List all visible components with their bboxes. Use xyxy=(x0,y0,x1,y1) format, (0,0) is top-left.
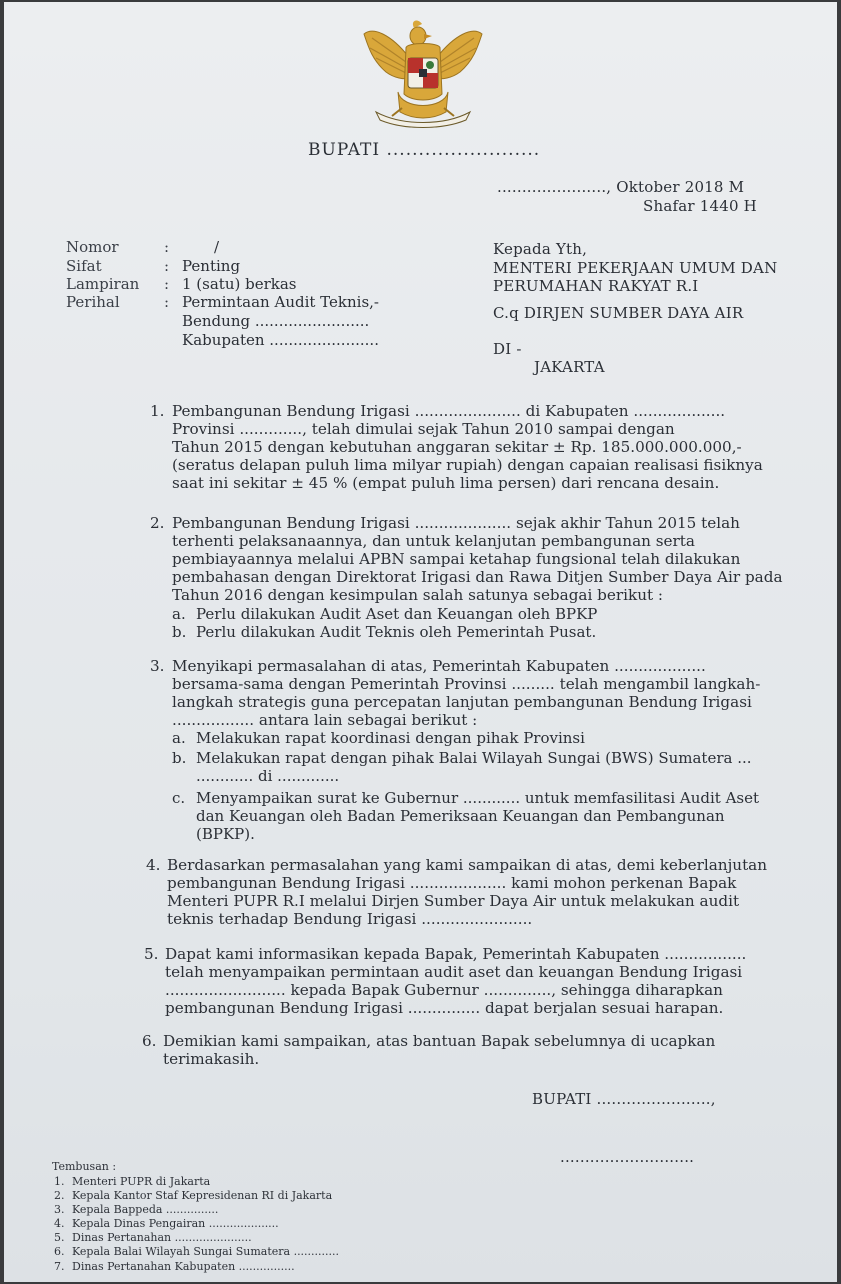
paragraph-line: pembangunan Bendung Irigasi .................... kami mohon perkenan Bapak xyxy=(167,874,737,892)
nomor-value: / xyxy=(214,238,220,256)
recipient-line: MENTERI PEKERJAAN UMUM DAN xyxy=(493,259,778,277)
sifat-value: Penting xyxy=(182,257,241,275)
tembusan-item: Kepala Dinas Pengairan .................... xyxy=(72,1217,279,1230)
perihal-line: Permintaan Audit Teknis,- xyxy=(182,293,379,311)
paragraph-number: 6. xyxy=(142,1032,157,1050)
list-item: Perlu dilakukan Audit Aset dan Keuangan oleh BPKP xyxy=(196,605,598,623)
list-item-continuation: dan Keuangan oleh Badan Pemeriksaan Keuangan dan Pembangunan xyxy=(196,807,725,825)
paragraph-line: pembiayaannya melalui APBN sampai ketahap fungsional telah dilakukan xyxy=(172,550,741,568)
paragraph-number: 1. xyxy=(150,402,165,420)
paragraph-line: Berdasarkan permasalahan yang kami sampaikan di atas, demi keberlanjutan xyxy=(167,856,768,874)
paragraph-line: terimakasih. xyxy=(163,1050,260,1068)
list-letter: a. xyxy=(172,605,186,623)
list-item: Perlu dilakukan Audit Teknis oleh Pemerintah Pusat. xyxy=(196,623,597,641)
paragraph-2 xyxy=(172,514,783,604)
list-letter: b. xyxy=(172,749,187,767)
paragraph-line: Pembangunan Bendung Irigasi .................... sejak akhir Tahun 2015 telah xyxy=(172,514,740,532)
paragraph-line: Demikian kami sampaikan, atas bantuan Bapak sebelumnya di ucapkan xyxy=(163,1032,716,1050)
paragraph-line: bersama-sama dengan Pemerintah Provinsi ......... telah mengambil langkah- xyxy=(172,675,761,693)
paragraph-line: ................. antara lain sebagai berikut : xyxy=(172,711,478,729)
recipient-line: Kepada Yth, xyxy=(493,240,588,258)
list-item-continuation: ............ di ............. xyxy=(196,767,340,785)
lampiran-colon: : xyxy=(164,275,170,293)
list-letter: a. xyxy=(172,729,186,747)
tembusan-item: Kepala Bappeda ............... xyxy=(72,1203,219,1216)
tembusan-item: Kepala Kantor Staf Kepresidenan RI di Jakarta xyxy=(72,1189,333,1202)
paragraph-line: saat ini sekitar ± 45 % (empat puluh lima persen) dari rencana desain. xyxy=(172,474,720,492)
tembusan-number: 4. xyxy=(54,1217,65,1230)
paragraph-line: teknis terhadap Bendung Irigasi ....................... xyxy=(167,910,533,928)
paragraph-line: Tahun 2016 dengan kesimpulan salah satunya sebagai berikut : xyxy=(172,586,664,604)
tembusan-number: 1. xyxy=(54,1175,65,1188)
tembusan-heading: Tembusan : xyxy=(52,1160,117,1173)
paragraph-6 xyxy=(163,1032,715,1068)
list-item: Menyampaikan surat ke Gubernur ............ untuk memfasilitasi Audit Aset xyxy=(196,789,760,807)
paragraph-number: 3. xyxy=(150,657,165,675)
paragraph-line: telah menyampaikan permintaan audit aset dan keuangan Bendung Irigasi xyxy=(165,963,743,981)
paragraph-5 xyxy=(165,945,746,1017)
nomor-colon: : xyxy=(164,238,170,256)
recipient-line: JAKARTA xyxy=(534,358,605,376)
header-title: BUPATI ........................ xyxy=(308,140,541,160)
lampiran-label: Lampiran xyxy=(66,275,140,293)
list-item: Melakukan rapat koordinasi dengan pihak Provinsi xyxy=(196,729,585,747)
perihal-line: Bendung ........................ xyxy=(182,312,370,330)
tembusan-number: 6. xyxy=(54,1245,65,1258)
lampiran-value: 1 (satu) berkas xyxy=(182,275,297,293)
paragraph-line: Provinsi ............., telah dimulai sejak Tahun 2010 sampai dengan xyxy=(172,420,675,438)
letter-page xyxy=(4,2,837,1282)
paragraph-line: Menteri PUPR R.I melalui Dirjen Sumber Daya Air untuk melakukan audit xyxy=(167,892,740,910)
signature-title: BUPATI ......................., xyxy=(532,1090,716,1108)
tembusan-number: 3. xyxy=(54,1203,65,1216)
paragraph-number: 2. xyxy=(150,514,165,532)
paragraph-line: Tahun 2015 dengan kebutuhan anggaran sekitar ± Rp. 185.000.000.000,- xyxy=(172,438,742,456)
list-letter: b. xyxy=(172,623,187,641)
tembusan-item: Kepala Balai Wilayah Sungai Sumatera ............. xyxy=(72,1245,340,1258)
paragraph-line: (seratus delapan puluh lima milyar rupiah) dengan capaian realisasi fisiknya xyxy=(172,456,763,474)
sifat-colon: : xyxy=(164,257,170,275)
paragraph-number: 5. xyxy=(144,945,159,963)
recipient-line: C.q DIRJEN SUMBER DAYA AIR xyxy=(493,304,744,322)
paragraph-line: Dapat kami informasikan kepada Bapak, Pemerintah Kabupaten ................. xyxy=(165,945,747,963)
sifat-label: Sifat xyxy=(66,257,102,275)
paragraph-line: terhenti pelaksanaannya, dan untuk kelanjutan pembangunan serta xyxy=(172,532,695,550)
paragraph-line: langkah strategis guna percepatan lanjutan pembangunan Bendung Irigasi xyxy=(172,693,752,711)
paragraph-line: pembangunan Bendung Irigasi ............... dapat berjalan sesuai harapan. xyxy=(165,999,724,1017)
nomor-label: Nomor xyxy=(66,238,119,256)
letter-date: ......................, Oktober 2018 M xyxy=(497,178,745,196)
tembusan-number: 7. xyxy=(54,1260,65,1273)
paragraph-line: Pembangunan Bendung Irigasi ...................... di Kabupaten ................... xyxy=(172,402,726,420)
tembusan-item: Dinas Pertanahan ...................... xyxy=(72,1231,252,1244)
recipient-line: DI - xyxy=(493,340,522,358)
tembusan-item: Menteri PUPR di Jakarta xyxy=(72,1175,211,1188)
list-item-continuation: (BPKP). xyxy=(196,825,255,843)
signature-name-line: ........................... xyxy=(560,1148,695,1166)
tembusan-number: 2. xyxy=(54,1189,65,1202)
list-letter: c. xyxy=(172,789,186,807)
perihal-line: Kabupaten ....................... xyxy=(182,331,379,349)
paragraph-line: pembahasan dengan Direktorat Irigasi dan Rawa Ditjen Sumber Daya Air pada xyxy=(172,568,783,586)
garuda-emblem-icon xyxy=(362,16,484,130)
paragraph-4 xyxy=(167,856,767,928)
paragraph-3 xyxy=(172,657,760,729)
perihal-colon: : xyxy=(164,293,170,311)
hijri-date: Shafar 1440 H xyxy=(643,197,757,215)
tembusan-item: Dinas Pertanahan Kabupaten ................ xyxy=(72,1260,295,1273)
paragraph-1 xyxy=(172,402,763,492)
paragraph-line: Menyikapi permasalahan di atas, Pemerintah Kabupaten ................... xyxy=(172,657,706,675)
list-item: Melakukan rapat dengan pihak Balai Wilayah Sungai (BWS) Sumatera ... xyxy=(196,749,752,767)
paragraph-number: 4. xyxy=(146,856,161,874)
perihal-label: Perihal xyxy=(66,293,120,311)
tembusan-number: 5. xyxy=(54,1231,65,1244)
recipient-line: PERUMAHAN RAKYAT R.I xyxy=(493,277,699,295)
paragraph-line: ......................... kepada Bapak Gubernur .............., sehingga diharapkan xyxy=(165,981,723,999)
